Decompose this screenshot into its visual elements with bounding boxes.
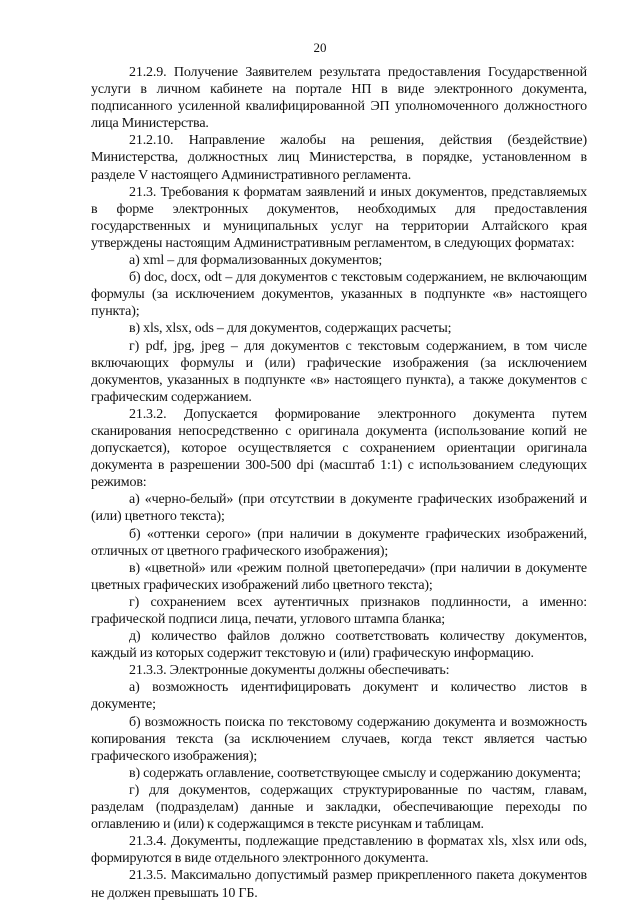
list-item-format-a: а) xml – для формализованных документов; (129, 253, 383, 269)
paragraph-21-2-10: 21.2.10. Направление жалобы на решения, действия (бездействие) Министерства, должностных лиц Министерства, в порядке, установленном в разделе V настоящего Административного регламента. (91, 133, 587, 183)
document-body (91, 64, 587, 902)
list-item-scan-b: б) «оттенки серого» (при наличии в документе графических изображений, отличных от цветного графического изображения); (91, 526, 587, 559)
list-item-format-v: в) xls, xlsx, ods – для документов, содержащих расчеты; (129, 321, 452, 337)
paragraph-21-3: 21.3. Требования к форматам заявлений и иных документов, представляемых в форме электронных документов, необходимых для предоставления государственных и муниципальных услуг на территории Алтайского края утверждены настоящим Административным регламентом, в следующих форматах: (91, 184, 587, 251)
list-item-doc-a: а) возможность идентифицировать документ и количество листов в документе; (91, 680, 587, 713)
list-item-doc-g: г) для документов, содержащих структурированные по частям, главам, разделам (подразделам) данные и закладки, обеспечивающие переходы по оглавлению и (или) к содержащимся в тексте рисункам и таблицам. (91, 782, 587, 833)
paragraph-21-2-9: 21.2.9. Получение Заявителем результата предоставления Государственной услуги в личном кабинете на портале НП в виде электронного документа, подписанного усиленной квалифицированной ЭП уполномоченного должностного лица Министерства. (91, 65, 587, 132)
paragraph-21-3-5: 21.3.5. Максимально допустимый размер прикрепленного пакета документов не должен превышать 10 ГБ. (91, 868, 587, 901)
page-number: 20 (313, 40, 327, 55)
list-item-doc-b: б) возможность поиска по текстовому содержанию документа и возможность копирования текста (за исключением случаев, когда текст является частью графического изображения); (91, 714, 587, 764)
paragraph-21-3-2: 21.3.2. Допускается формирование электронного документа путем сканирования непосредственно с оригинала документа (использование копий не допускается), которое осуществляется с сохранением ориентации оригинала документа в разрешении 300-500 dpi (масштаб 1:1) с использованием следующих режимов: (91, 406, 587, 491)
list-item-scan-v: в) «цветной» или «режим полной цветопередачи» (при наличии в документе цветных графических изображений либо цветного текста); (91, 560, 587, 593)
list-item-format-g: г) pdf, jpg, jpeg – для документов с текстовым содержанием, в том числе включающих формулы и (или) графические изображения (за исключением документов, указанных в подпункте «в» настоящего пункта), а также документов с графическим содержанием. (91, 338, 587, 405)
list-item-scan-d: д) количество файлов должно соответствовать количеству документов, каждый из которых содержит текстовую и (или) графическую информацию. (91, 629, 587, 662)
list-item-doc-v: в) содержать оглавление, соответствующее смыслу и содержанию документа; (129, 765, 581, 781)
list-item-scan-g: г) сохранением всех аутентичных признаков подлинности, а именно: графической подписи лица, печати, углового штампа бланка; (91, 594, 587, 627)
paragraph-21-3-4: 21.3.4. Документы, подлежащие представлению в форматах xls, xlsx или ods, формируются в виде отдельного электронного документа. (91, 834, 587, 867)
list-item-scan-a: а) «черно-белый» (при отсутствии в документе графических изображений и (или) цветного текста); (91, 492, 587, 525)
paragraph-21-3-3: 21.3.3. Электронные документы должны обеспечивать: (129, 663, 450, 679)
list-item-format-b: б) doc, docx, odt – для документов с текстовым содержанием, не включающим формулы (за исключением документов, указанных в подпункте «в» настоящего пункта); (91, 270, 587, 320)
